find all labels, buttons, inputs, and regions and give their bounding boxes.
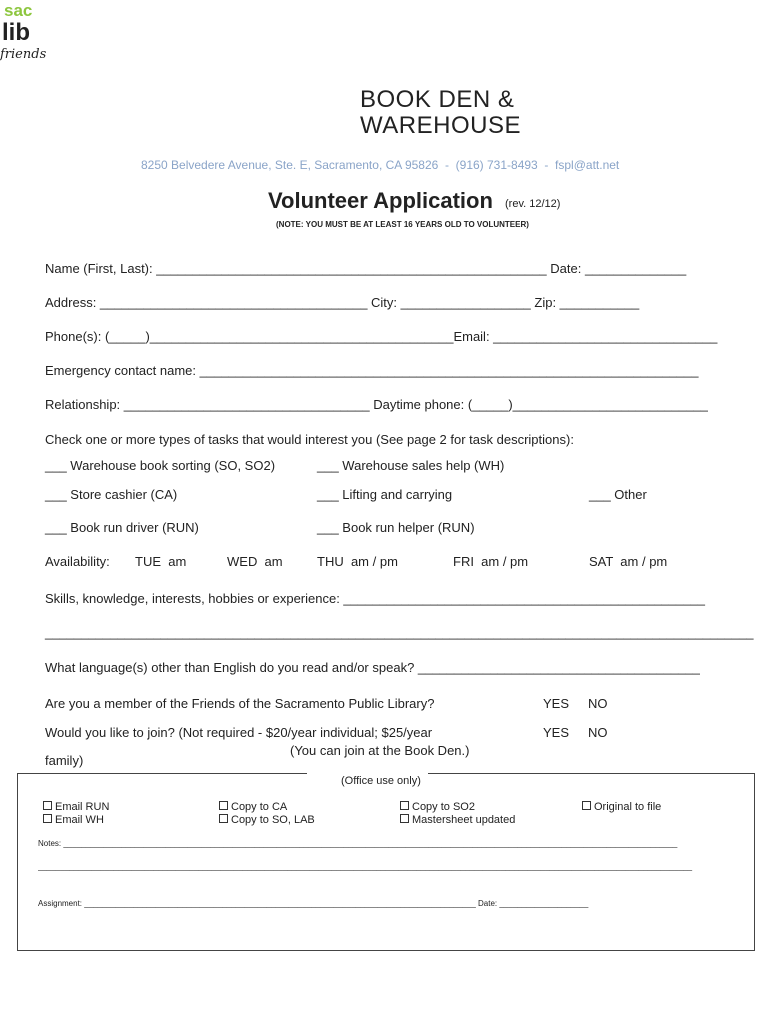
- checkbox-mastersheet[interactable]: [400, 814, 515, 826]
- task-sorting[interactable]: ___ Warehouse book sorting (SO, SO2): [45, 458, 276, 473]
- availability-sat[interactable]: SAT am / pm: [589, 554, 668, 569]
- svg-text:sac: sac: [4, 1, 33, 20]
- checkbox-label: Email RUN: [55, 801, 110, 813]
- checkbox-label: Mastersheet updated: [412, 814, 516, 826]
- checkbox-label: Email WH: [55, 814, 104, 826]
- join-no[interactable]: NO: [588, 725, 608, 740]
- join-yes[interactable]: YES: [543, 725, 570, 740]
- checkbox-icon: [219, 814, 228, 823]
- task-driver[interactable]: ___ Book run driver (RUN): [45, 520, 199, 535]
- task-cashier[interactable]: ___ Store cashier (CA): [45, 487, 178, 502]
- name-field[interactable]: Name (First, Last): ______________________________________________________ Date: ______________: [45, 261, 687, 276]
- office-use-header: (Office use only): [341, 775, 421, 787]
- availability-tue[interactable]: TUE am: [135, 554, 187, 569]
- checkbox-email-run[interactable]: [43, 801, 109, 813]
- revision-label: (rev. 12/12): [505, 198, 561, 210]
- office-notes-line-2[interactable]: ___________________________________________________________________________________________________________________________________________________: [38, 862, 693, 871]
- join-note: (You can join at the Book Den.): [290, 743, 470, 758]
- member-no[interactable]: NO: [588, 696, 608, 711]
- join-question: Would you like to join? (Not required - $20/year individual; $25/year: [45, 725, 433, 740]
- checkbox-copy-so2[interactable]: [400, 801, 475, 813]
- checkbox-label: Copy to SO2: [412, 801, 475, 813]
- checkbox-label: Original to file: [594, 801, 662, 813]
- languages-field[interactable]: What language(s) other than English do you read and/or speak? _______________________________________: [45, 660, 700, 675]
- task-sales[interactable]: ___ Warehouse sales help (WH): [317, 458, 505, 473]
- office-assignment-field[interactable]: Assignment: ________________________________________________________________________________________ Date: ____________________: [38, 899, 589, 908]
- checkbox-email-wh[interactable]: [43, 814, 104, 826]
- checkbox-icon: [582, 801, 591, 810]
- office-box-top-border-right: [428, 773, 754, 774]
- checkbox-original[interactable]: [582, 801, 661, 813]
- checkbox-icon: [43, 814, 52, 823]
- page-title: Volunteer Application: [268, 188, 493, 213]
- availability-thu[interactable]: THU am / pm: [317, 554, 398, 569]
- skills-field-line-2[interactable]: __________________________________________________________________________________________________: [45, 625, 754, 640]
- member-yes[interactable]: YES: [543, 696, 570, 711]
- availability-wed[interactable]: WED am: [227, 554, 283, 569]
- emergency-contact-field[interactable]: Emergency contact name: _____________________________________________________________________: [45, 363, 699, 378]
- availability-label: Availability:: [45, 554, 110, 569]
- phone-email-field[interactable]: Phone(s): (_____)__________________________________________Email: _______________________________: [45, 329, 718, 344]
- brand-line-1: BOOK DEN &: [360, 86, 515, 113]
- checkbox-icon: [219, 801, 228, 810]
- availability-fri[interactable]: FRI am / pm: [453, 554, 529, 569]
- age-note: (NOTE: YOU MUST BE AT LEAST 16 YEARS OLD TO VOLUNTEER): [276, 220, 529, 229]
- checkbox-label: Copy to SO, LAB: [231, 814, 315, 826]
- office-box-top-border-left: [17, 773, 307, 774]
- svg-text:lib: lib: [2, 19, 30, 46]
- task-other[interactable]: ___ Other: [589, 487, 647, 502]
- svg-text:friends: friends: [0, 47, 47, 62]
- checkbox-icon: [400, 801, 409, 810]
- sac-lib-friends-logo: [0, 0, 66, 66]
- join-family-text: family): [45, 753, 84, 768]
- contact-address: 8250 Belvedere Avenue, Ste. E, Sacramento, CA 95826 - (916) 731-8493 - fspl@att.net: [141, 158, 620, 172]
- member-question: Are you a member of the Friends of the Sacramento Public Library?: [45, 696, 435, 711]
- office-notes-field[interactable]: Notes: __________________________________________________________________________________________________________________________________________: [38, 839, 678, 848]
- tasks-intro: Check one or more types of tasks that would interest you (See page 2 for task descriptions):: [45, 432, 574, 447]
- checkbox-label: Copy to CA: [231, 801, 288, 813]
- brand-line-2: WAREHOUSE: [360, 112, 521, 139]
- checkbox-copy-so-lab[interactable]: [219, 814, 315, 826]
- task-helper[interactable]: ___ Book run helper (RUN): [317, 520, 475, 535]
- skills-field[interactable]: Skills, knowledge, interests, hobbies or experience: __________________________________________________: [45, 591, 705, 606]
- relationship-field[interactable]: Relationship: __________________________________ Daytime phone: (_____)___________________________: [45, 397, 708, 412]
- checkbox-icon: [43, 801, 52, 810]
- task-lifting[interactable]: ___ Lifting and carrying: [317, 487, 453, 502]
- checkbox-icon: [400, 814, 409, 823]
- checkbox-copy-ca[interactable]: [219, 801, 287, 813]
- address-field[interactable]: Address: _____________________________________ City: __________________ Zip: ___________: [45, 295, 640, 310]
